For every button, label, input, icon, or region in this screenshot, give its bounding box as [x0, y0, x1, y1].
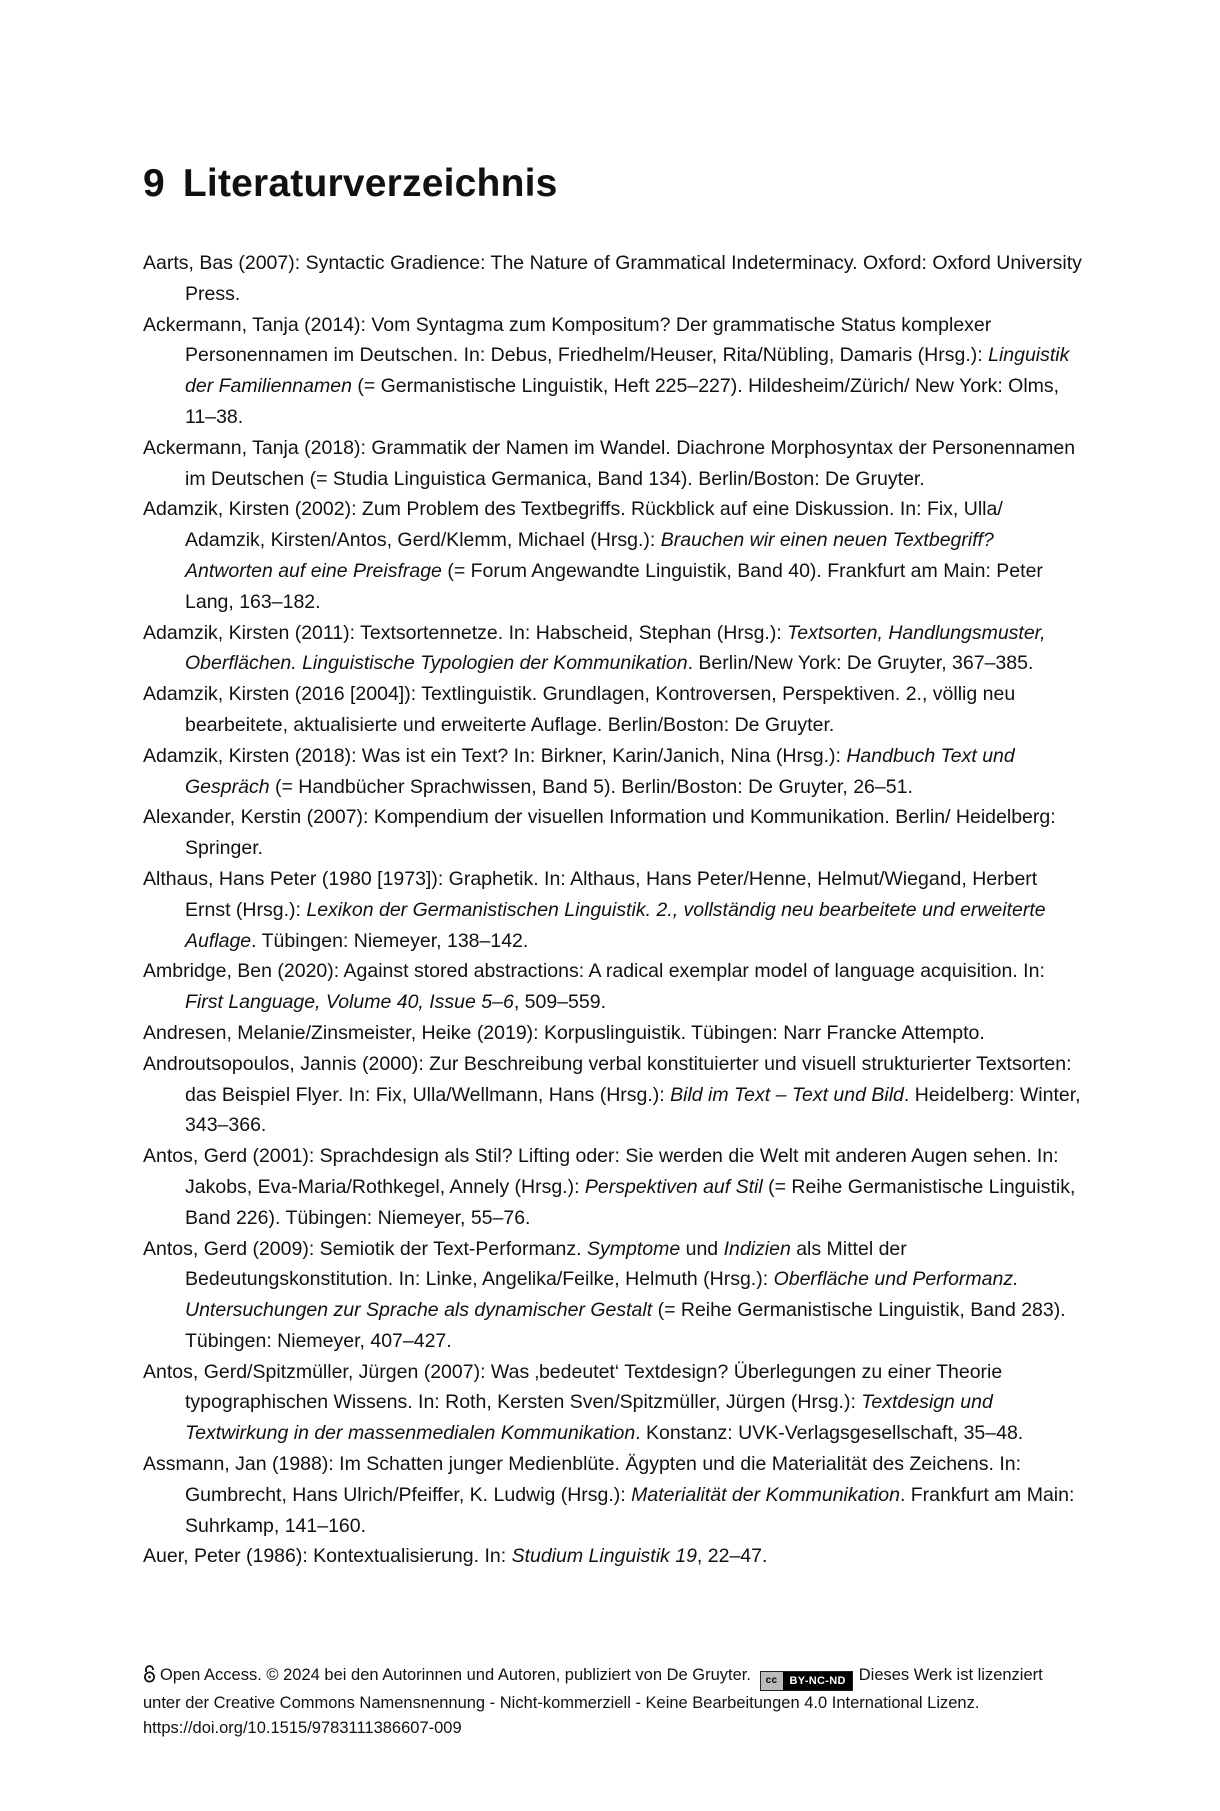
- chapter-title-text: Literaturverzeichnis: [182, 162, 558, 205]
- reference-text: Antos, Gerd (2001): Sprachdesign als Stil? Lifting oder: Sie werden die Welt mit anderen Augen sehen. In: Jakobs, Eva-Maria/Rothkegel, Annely (Hrsg.):: [143, 1145, 1059, 1198]
- reference-text: Adamzik, Kirsten (2011): Textsortennetze. In: Habscheid, Stephan (Hrsg.):: [143, 621, 788, 644]
- reference-text: , 509–559.: [513, 991, 606, 1014]
- reference-entry: [143, 1141, 1083, 1233]
- reference-entry: [143, 1018, 1083, 1049]
- reference-text: (= Reihe Germanistische Linguistik, Band 226). Tübingen: Niemeyer, 55–76.: [185, 1175, 1076, 1229]
- reference-text: (= Germanistische Linguistik, Heft 225–227). Hildesheim/Zürich/ New York: Olms, 11–38.: [185, 375, 1060, 428]
- reference-title-italic: Perspektiven auf Stil: [584, 1175, 763, 1198]
- reference-text: Adamzik, Kirsten (2002): Zum Problem des Textbegriffs. Rückblick auf eine Diskussion. In: Fix, Ulla/ Adamzik, Kirsten/Antos, Gerd/Klemm, Michael (Hrsg.):: [143, 498, 1003, 552]
- reference-entry: [143, 1449, 1083, 1541]
- doi-link[interactable]: https://doi.org/10.1515/9783111386607-009: [143, 1719, 462, 1738]
- reference-entry: [143, 310, 1083, 433]
- license-text: Dieses Werk ist lizenziert unter der Creative Commons Namensnennung - Nicht-kommerziell - Keine Bearbeitungen 4.0 International Lizenz.: [143, 1666, 1043, 1713]
- reference-entry: [143, 248, 1083, 310]
- reference-text: Ackermann, Tanja (2018): Grammatik der Namen im Wandel. Diachrone Morphosyntax der Personennamen im Deutschen (= Studia Linguistica Germanica, Band 134). Berlin/Boston: De Gruyter.: [143, 436, 1076, 490]
- reference-text: Ambridge, Ben (2020): Against stored abstractions: A radical exemplar model of language acquisition. In:: [143, 960, 1045, 983]
- reference-text: Adamzik, Kirsten (2016 [2004]): Textlinguistik. Grundlagen, Kontroversen, Perspektiven. 2., völlig neu bearbeitete, aktualisierte und erweiterte Auflage. Berlin/Boston: De Gruyter.: [143, 683, 1016, 736]
- reference-entry: [143, 1541, 1083, 1572]
- reference-title-italic: Bild im Text – Text und Bild: [670, 1083, 904, 1106]
- reference-text: Antos, Gerd (2009): Semiotik der Text-Performanz.: [143, 1237, 587, 1260]
- reference-entry: [143, 802, 1083, 864]
- reference-text: und: [680, 1237, 724, 1260]
- reference-text: Andresen, Melanie/Zinsmeister, Heike (2019): Korpuslinguistik. Tübingen: Narr Francke Attempto.: [143, 1021, 985, 1044]
- reference-text: als Mittel der Bedeutungskonstitution. In: Linke, Angelika/Feilke, Helmuth (Hrsg.):: [185, 1237, 907, 1291]
- chapter-number: 9: [143, 162, 165, 205]
- reference-text: Althaus, Hans Peter (1980 [1973]): Graphetik. In: Althaus, Hans Peter/Henne, Helmut/Wiegand, Herbert Ernst (Hrsg.):: [143, 867, 1038, 921]
- reference-text: (= Reihe Germanistische Linguistik, Band 283). Tübingen: Niemeyer, 407–427.: [185, 1299, 1066, 1352]
- page-body: [143, 160, 1083, 1572]
- reference-title-italic: Studium Linguistik 19: [511, 1545, 697, 1568]
- reference-entry: [143, 433, 1083, 495]
- license-footer: [143, 1663, 1083, 1741]
- reference-title-italic: Textsorten, Handlungsmuster, Oberflächen. Linguistische Typologien der Kommunikation: [185, 621, 1046, 675]
- reference-text: Assmann, Jan (1988): Im Schatten junger Medienblüte. Ägypten und die Materialität des Zeichens. In: Gumbrecht, Hans Ulrich/Pfeiffer, K. Ludwig (Hrsg.):: [143, 1453, 1021, 1506]
- reference-entry: [143, 864, 1083, 956]
- reference-entry: [143, 618, 1083, 680]
- reference-title-italic: Indizien: [723, 1237, 791, 1260]
- reference-list: [143, 248, 1083, 1572]
- reference-text: , 22–47.: [696, 1545, 768, 1568]
- reference-text: Alexander, Kerstin (2007): Kompendium der visuellen Information und Kommunikation. Berlin/ Heidelberg: Springer.: [143, 806, 1056, 860]
- reference-entry: [143, 956, 1083, 1018]
- reference-entry: [143, 679, 1083, 741]
- reference-title-italic: Textdesign und Textwirkung in der massenmedialen Kommunikation: [185, 1391, 993, 1445]
- open-access-text: Open Access. © 2024 bei den Autorinnen und Autoren, publiziert von De Gruyter.: [160, 1666, 751, 1684]
- reference-text: Ackermann, Tanja (2014): Vom Syntagma zum Kompositum? Der grammatische Status komplexer Personennamen im Deutschen. In: Debus, Friedhelm/Heuser, Rita/Nübling, Damaris (Hrsg.):: [143, 313, 992, 367]
- reference-title-italic: Lexikon der Germanistischen Linguistik. 2., vollständig neu bearbeitete und erweiterte Auflage: [185, 898, 1046, 952]
- reference-entry: [143, 1357, 1083, 1449]
- reference-text: . Frankfurt am Main: Suhrkamp, 141–160.: [185, 1483, 1075, 1537]
- reference-title-italic: Handbuch Text und Gespräch: [185, 744, 1015, 798]
- reference-text: Aarts, Bas (2007): Syntactic Gradience: The Nature of Grammatical Indeterminacy. Oxford: Oxford University Press.: [143, 252, 1082, 305]
- reference-title-italic: Symptome: [587, 1237, 681, 1260]
- reference-title-italic: Materialität der Kommunikation: [631, 1483, 900, 1506]
- reference-text: (= Handbücher Sprachwissen, Band 5). Berlin/Boston: De Gruyter, 26–51.: [269, 775, 913, 798]
- cc-icon: cc: [761, 1672, 784, 1690]
- reference-title-italic: First Language, Volume 40, Issue 5–6: [185, 991, 514, 1014]
- reference-text: Adamzik, Kirsten (2018): Was ist ein Text? In: Birkner, Karin/Janich, Nina (Hrsg.):: [143, 744, 847, 767]
- reference-text: . Tübingen: Niemeyer, 138–142.: [251, 929, 529, 952]
- reference-entry: [143, 1049, 1083, 1141]
- cc-badge-label: BY-NC-ND: [789, 1675, 846, 1687]
- reference-text: . Konstanz: UVK-Verlagsgesellschaft, 35–48.: [635, 1422, 1024, 1445]
- reference-entry: [143, 741, 1083, 803]
- reference-text: . Heidelberg: Winter, 343–366.: [185, 1083, 1081, 1137]
- reference-entry: [143, 494, 1083, 617]
- cc-license-badge: [760, 1671, 853, 1691]
- reference-text: (= Forum Angewandte Linguistik, Band 40). Frankfurt am Main: Peter Lang, 163–182.: [185, 559, 1043, 613]
- reference-text: Auer, Peter (1986): Kontextualisierung. In:: [143, 1545, 512, 1568]
- reference-text: Androutsopoulos, Jannis (2000): Zur Beschreibung verbal konstituierter und visuell strukturierter Textsorten: das Beispiel Flyer. In: Fix, Ulla/Wellmann, Hans (Hrsg.):: [143, 1052, 1072, 1106]
- reference-title-italic: Brauchen wir einen neuen Textbegriff? Antworten auf eine Preisfrage: [185, 529, 994, 582]
- reference-text: Antos, Gerd/Spitzmüller, Jürgen (2007): Was ‚bedeutet‘ Textdesign? Überlegungen zu einer Theorie typographischen Wissens. In: Roth, Kersten Sven/Spitzmüller, Jürgen (Hrsg.):: [143, 1360, 1003, 1414]
- reference-entry: [143, 1234, 1083, 1357]
- open-access-icon: [143, 1665, 156, 1683]
- chapter-title: [143, 160, 1083, 208]
- reference-text: . Berlin/New York: De Gruyter, 367–385.: [687, 652, 1034, 675]
- reference-title-italic: Oberfläche und Performanz. Untersuchungen zur Sprache als dynamischer Gestalt: [185, 1268, 1019, 1322]
- reference-title-italic: Linguistik der Familiennamen: [185, 344, 1070, 398]
